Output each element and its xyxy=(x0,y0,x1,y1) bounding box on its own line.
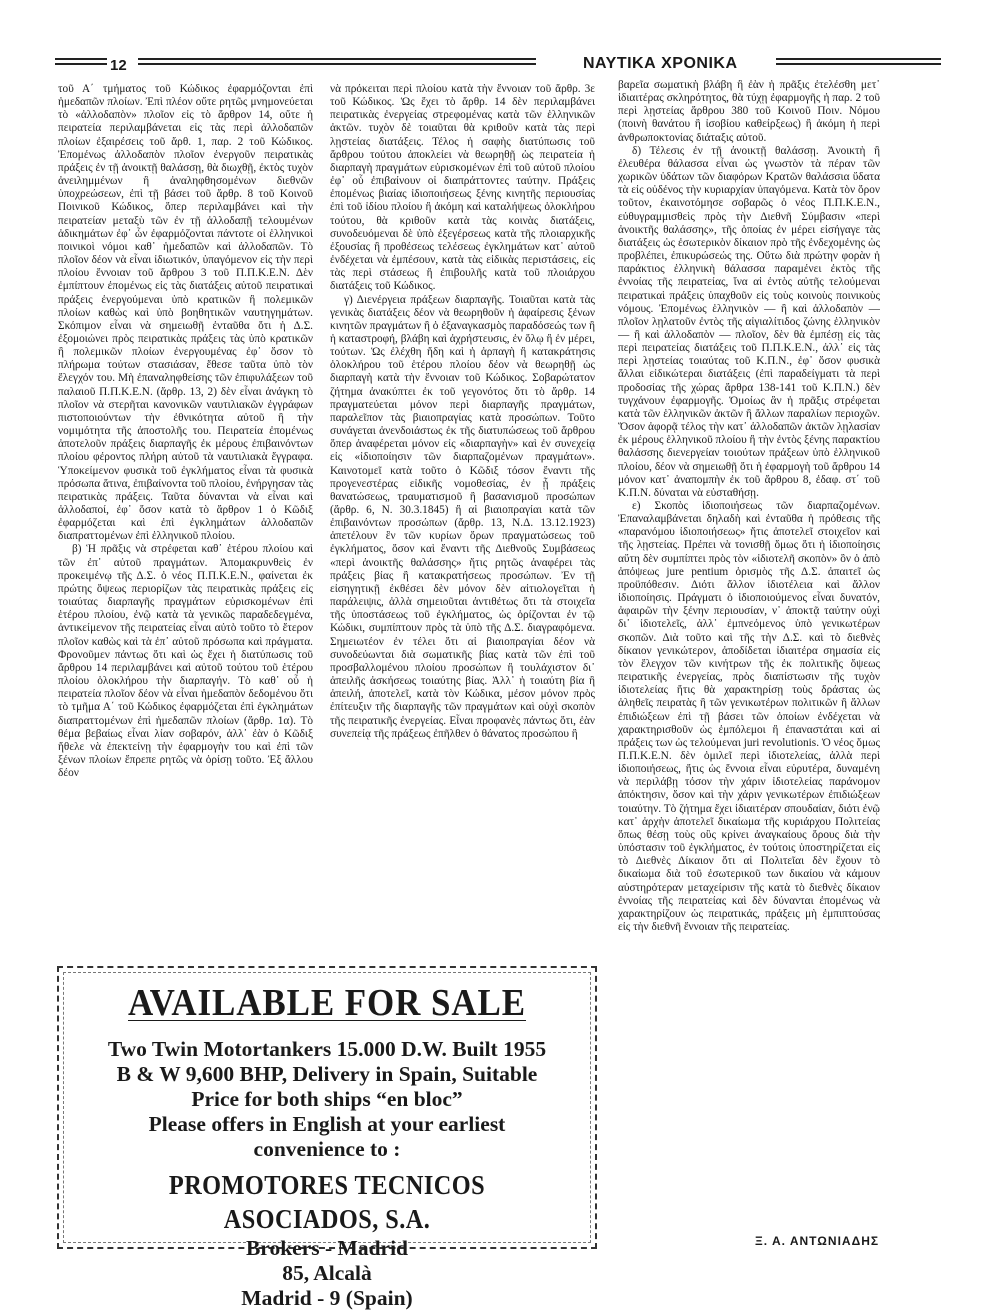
header-rule-right xyxy=(776,58,941,68)
ad-line: B & W 9,600 BHP, Delivery in Spain, Suitable xyxy=(116,1062,538,1086)
ad-line: Price for both ships “en bloc” xyxy=(191,1087,463,1111)
article-column-1 xyxy=(58,83,313,953)
sale-advertisement xyxy=(57,966,597,1310)
paragraph: γ) Διενέργεια πράξεων διαρπαγῆς. Τοιαῦται κατὰ τὰς γενικὰς διατάξεις δέον νὰ θεωρηθοῦν ἡ ἀφαίρεσις ξένων κινητῶν πραγμάτων ἢ ὁ ἐξαναγκασμὸς παραδόσεώς των ἢ ἡ καταστροφή, βλάβη καὶ ἀχρήστευσις, ἐν ὅλῳ ἢ ἐν μέρει, τούτων. Ὡς ἐλέχθη ἤδη καὶ ἡ ἁρπαγὴ ἢ κατακράτησις ὁλοκλήρου τοῦ ἑτέρου πλοίου δέον νὰ θεωρηθῇ ὡς διαρπαγὴ κατὰ τὴν ἔννοιαν τοῦ Κώδικος. Σοβαρώτατον ζήτημα ἀνακύπτει ἐκ τοῦ γεγονότος ὅτι τὸ ἄρθρ. 14 πραγματεύεται μόνον περὶ διαρπαγῆς πραγμάτων, παραλεῖπον τὰς βιαιοπραγίας κατὰ προσώπων. Τοῦτο συνάγεται ἀνενδοιάστως ἐκ τῆς διατυπώσεως τοῦ ἄρθρου ὅπερ ἀναφέρεται μόνον εἰς «διαρπαγὴν» καὶ ἐν συνεχείᾳ εἰς «ἰδιοποίησιν τῶν διαρπαζομένων πραγμάτων». Καινοτομεῖ κατὰ τοῦτο ὁ Κῶδιξ τόσον ἔναντι τῆς προγενεστέρας εἰδικῆς νομοθεσίας, ἐν ᾗ πράξεις θανατώσεως, τραυματισμοῦ ἢ βασανισμοῦ προσώπων (ἄρθρ. 6, Ν. 30.3.1845) ἢ αἱ βιαιοπραγίαι κατὰ τῶν ἐπιβαινόντων προσώπων (ἄρθρ. 13, Ν.Δ. 13.12.1923) ἀπετέλουν ἓν τῶν κυρίων ὅρων πραγματώσεως τοῦ ἐγκλήματος, ὅσον καὶ ἔναντι τῆς Διεθνοῦς Συμβάσεως «περὶ ἀνοικτῆς θαλάσσης» ἥτις ρητῶς ἀναφέρει τὰς πράξεις βίας ἢ κατακρατήσεως προσώπων. Ἐν τῇ εἰσηγητικῇ ἐκθέσει δὲν μόνον δὲν αἰτιολογεῖται ἡ παράλειψις, ἀλλὰ σημειοῦται ἀντιθέτως ὅτι τὰ στοιχεῖα τῆς ὑποστάσεως τοῦ ἐγκλήματος, ὡς ὁρίζονται ἐν τῷ Κώδικι, συμπίπτουν πρὸς τὰ ὑπὸ τῆς Δ.Σ. διαγραφόμενα. Σημειωτέον ἐν τέλει ὅτι αἱ βιαιοπραγίαι δέον νὰ συνοδεύωνται διὰ σωματικῆς βίας κατὰ τῶν ἐπὶ τοῦ προσβαλλομένου πλοίου προσώπων ἢ τουλάχιστον δι᾿ ἀπειλῆς ἀσκήσεως τοιαύτης βίας. Ἀλλ᾿ ἡ τοιαύτη βία ἢ ἀπειλή, ἀποτελεῖ, κατὰ τὸν Κώδικα, μέσον μόνον πρὸς ἐπίτευξιν τῆς διαρπαγῆς τῶν πραγμάτων καὶ οὐχὶ σκοπὸν τῆς πειρατικῆς ἐνεργείας. Εἶναι προφανὲς πάντως ὅτι, ἐὰν συνεπείᾳ τῆς πράξεως ἐπῆλθεν ὁ θάνατος προσώπου ἢ xyxy=(330,293,595,740)
ad-company-name: PROMOTORES TECNICOS ASOCIADOS, S.A. xyxy=(168,1170,486,1234)
page-number: 12 xyxy=(110,57,127,74)
header-rule-middle xyxy=(138,58,536,68)
ad-line: 85, Alcalà xyxy=(282,1261,372,1285)
header-rule-left xyxy=(55,58,107,72)
article-column-2 xyxy=(330,83,595,956)
author-signature: Ξ. Α. ΑΝΤΩΝΙΑΔΗΣ xyxy=(755,1234,880,1248)
ad-line: convenience to : xyxy=(253,1137,401,1161)
ad-line: Brokers - Madrid xyxy=(245,1236,409,1260)
ad-line: Please offers in English at your earliest xyxy=(148,1112,506,1136)
paragraph: ε) Σκοπὸς ἰδιοποιήσεως τῶν διαρπαζομένων. Ἐπαναλαμβάνεται δηλαδὴ καὶ ἐνταῦθα ἡ πρόθεσις τῆς «παρανόμου ἰδιοποιήσεως» ἥτις ἀποτελεῖ στοιχεῖον καὶ τῆς λῃστείας. Πρέπει νὰ τονισθῇ ὅμως ὅτι ἡ ἰδιοποίησις αὕτη δὲν συμπίπτει πρὸς τὸν «ἰδιοτελῆ σκοπὸν» ὃν ὁ ἀπὸ ἀπόψεως jure pentium ὁρισμὸς τῆς Δ.Σ. ἀπαιτεῖ ὡς προϋπόθεσιν. Διότι ἄλλον ἰδιοτέλεια καὶ ἄλλον ἰδιοποίησις. Πράγματι ὁ ἰδιοποιούμενος εἶναι δυνατόν, ἀφαιρῶν τὴν ξένην περιουσίαν, ν᾿ ἀποκτᾷ ταύτην οὐχὶ δι᾿ ἰδιοτελεῖς, ἀλλ᾿ ἐμπνεόμενος ὑπὸ γενικωτέρων σκοπῶν. Διὰ τοῦτο καὶ τῆς τὴν Δ.Σ. καὶ τὸ διεθνὲς δίκαιον γενικώτερον, ἀποδίδεται ἰδιαιτέρα σημασία εἰς τὸν ἔλεγχον τῶν κινήτρων τῆς ἐκ πολιτικῆς ὄψεως πειρατικῆς ἐνεργείας, πρὸς διαπίστωσιν τῆς τυχὸν ἰδιοτελείας ἥτις θὰ χαρακτηρίσῃ τοὺς δράστας ὡς ἀληθεῖς πειρατὰς ἢ τῶν γενικωτέρων πολιτικῶν ἢ ἄλλων ἐπιδιώξεων ἐπὶ τῇ βάσει τῶν ὁποίων ἐνδέχεται νὰ χαρακτηρισθοῦν ὡς ἐμπόλεμοι ἢ ἐπαναστάται καὶ αἱ πράξεις των ὡς τελούμεναι juri revolutionis. Ὁ νέος ὅμως Π.Π.Κ.Ε.Ν. δὲν ὁμιλεῖ περὶ ἰδιοτελείας, ἀλλὰ περὶ ἰδιοποιήσεως, ἥτις ὡς ἔννοια εἶναι εὐρυτέρα, δυναμένη νὰ περιλάβῃ τόσον τὴν χάριν ἰδιοτελείας παράνομον ἀπόκτησιν, ὅσον καὶ τὴν χάριν γενικωτέρων ἐπιδιώξεων τοιαύτην. Τὸ ζήτημα ἔχει ἰδιαιτέραν σπουδαίαν, διότι ἐνῷ κατ᾿ ἀρχὴν ἀποτελεῖ δικαίωμα τῆς κυριάρχου Πολιτείας ὅπως θέσῃ τοὺς οὓς κρίνει ἀναγκαίους ὅρους διὰ τὴν ὑπόστασιν τοῦ ἐγκλήματος, ἐν τούτοις ὑποστηρίζεται εἰς τὸ Διεθνὲς Δίκαιον ὅτι αἱ Πολιτεῖαι δὲν ἔχουν τὸ δικαίωμα διὰ τοῦ ἐσωτερικοῦ των δικαίου νὰ κάμουν αὐστηρότεραν μεταχείρισιν τῆς κατὰ τὸ διεθνὲς δίκαιον ἐννοίας τῆς πειρατείας καὶ δὲν δύνανται ἐπομένως νὰ χαρακτηρίζουν ὡς πειρατικάς, πράξεις μὴ ἐμπιπτούσας εἰς τὴν διεθνῆ ἔννοιαν τῆς πειρατείας. xyxy=(618,500,880,933)
journal-title: ΝΑΥΤΙΚΑ ΧΡΟΝΙΚΑ xyxy=(583,55,738,72)
article-column-3 xyxy=(618,79,880,1229)
ad-line: Madrid - 9 (Spain) xyxy=(241,1286,413,1310)
paragraph: βαρεῖα σωματικὴ βλάβη ἢ ἐὰν ἡ πρᾶξις ἐτελέσθη μετ᾿ ἰδιαιτέρας σκληρότητος, θὰ τύχῃ ἐφαρμογῆς ἡ παρ. 2 τοῦ περὶ λῃστείας ἄρθρου 380 τοῦ Κοινοῦ Ποιν. Νόμου (ποινὴ θανάτου ἢ ἰσοβίου καθείρξεως) ἢ ἀκόμη ἡ περὶ ἀνθρωποκτονίας διάταξις αὐτοῦ. xyxy=(618,79,880,144)
paragraph: δ) Τέλεσις ἐν τῇ ἀνοικτῇ θαλάσσῃ. Ἀνοικτὴ ἢ ἐλευθέρα θάλασσα εἶναι ὡς γνωστὸν τὰ πέραν τῶν χωρικῶν ὑδάτων τῶν διαφόρων Κρατῶν θαλάσσια ὕδατα τὰ εἰς οὐδένος τὴν κυριαρχίαν ὑπαγόμενα. Κατὰ τὸν ὅρον τοῦτον, ἐκαινοτόμησε σοβαρῶς ὁ νέος Π.Π.Κ.Ε.Ν., εὐθυγραμμισθεὶς πρὸς τὴν Διεθνῆ Σύμβασιν «περὶ ἀνοικτῆς θαλάσσης», τῆς ὁποίας ἐν μέρει εἰσήγαγε τὰς διατάξεις ὡς ἐσωτερικὸν δίκαιον πρὸ τῆς ἐνδεχομένης ὡς προβλέπει, ἐπικυρώσεώς της. Οὕτω διὰ πρώτην φορὰν ἡ παράκτιος ἑλληνικὴ θάλασσα παραμένει ἐκτὸς τῆς ἐννοίας τῆς πειρατείας, ἵνα αἱ ἐντὸς αὐτῆς τελούμεναι πειρατικαὶ πράξεις ὑπαχθοῦν εἰς τοὺς κοινοὺς ποινικοὺς νόμους. Ἐπομένως ἑλληνικὸν — ἢ καὶ ἀλλοδαπὸν — πλοῖον λῃλατοῦν ἐντὸς τῆς αἰγιαλίτιδος ζώνης ἑλληνικὸν — ἢ καὶ ἀλλοδαπὸν — πλοῖον, δὲν θὰ ἐμπέσῃ εἰς τὰς περὶ πειρατείας διατάξεις τοῦ Π.Π.Κ.Ε.Ν., ἀλλ᾿ εἰς τὰς περὶ λῃστείας τοιαύτας τοῦ Κ.Π.Ν., ἐφ᾿ ὅσον φυσικὰ ἄλλαι εἰδικώτεραι διατάξεις (ἐπὶ παραδείγματι τὰ περὶ προδοσίας τῆς χώρας ἄρθρα 138-141 τοῦ Κ.Π.Ν.) δὲν τυγχάνουν ἐφαρμογῆς. Ὁμοίως ἂν ἡ πρᾶξις στρέφεται κατὰ τῶν ἑλληνικῶν ἀκτῶν ἢ ἄλλων παραλίων περιοχῶν. Ὅσον ἀφορᾷ τέλος τὴν κατ᾿ ἀλλοδαπῶν ἀκτῶν λῃλασίαν ἐκ μέρους ἑλληνικοῦ πλοίου ἢ τὴν ἐντὸς ξένης παρακτίου θαλάσσης διενεργείαν τοιούτων πράξεων ὑπὸ ἑλληνικοῦ πλοίου, δέον νὰ σημειωθῇ ὅτι ἡ ἐφαρμογὴ τοῦ ἄρθρου 14 μόνον κατ᾿ ἀναπομπὴν ἐκ τοῦ ἄρθρου 8, ἐδαφ. στ΄ τοῦ Κ.Π.Ν. δύναται νὰ εὐσταθήσῃ. xyxy=(618,144,880,499)
ad-inner-border xyxy=(63,972,591,1310)
paragraph: β) Ἡ πρᾶξις νὰ στρέφεται καθ᾿ ἑτέρου πλοίου καὶ τῶν ἐπ᾿ αὐτοῦ πραγμάτων. Ἀπομακρυνθεὶς ἐν προκειμένῳ τῆς Δ.Σ. ὁ νέος Π.Π.Κ.Ε.Ν., φαίνεται ἐκ πρώτης ὄψεως περιορίζων τὰς πειρατικὰς πράξεις εἰς τοιαύτας διαρπαγῆς πραγμάτων εὑρισκομένων ἐπὶ ἑτέρου πλοίου, ἐνῷ κατὰ τὰ γενικῶς παραδεδεγμένα, ἀντικείμενον τῆς πειρατείας εἶναι αὐτὸ τοῦτο τὸ ἕτερον πλοῖον καθὼς καὶ τὰ ἐπ᾿ αὐτοῦ πρόσωπα καὶ πράγματα. Φρονοῦμεν πάντως ὅτι καὶ ὡς ἔχει ἡ διατύπωσις τοῦ ἄρθρου 14 περιλαμβάνει καὶ αὐτοῦ τούτου τοῦ ἑτέρου πλοίου ὁλοκλήρου τὴν διαρπαγήν. Τὸ καθ᾿ οὗ ἡ πειρατεία πλοῖον δέον νὰ εἶναι ἡμεδαπὸν δεδομένου ὅτι τὸ τμῆμα Α΄ τοῦ Κώδικος ἐφαρμόζεται ἐπὶ ἐγκλημάτων διαπραττομένων ἐπὶ ἡμεδαπῶν πλοίων (ἄρθρ. 1α). Τὸ θέμα βεβαίως εἶναι λίαν σοβαρόν, ἀλλ᾿ ἐὰν ὁ Κῶδιξ ἤθελε νὰ ἐπεκτείνῃ τὴν ἐφαρμογὴν του καὶ ἐπὶ τῶν ξένων πλοίων ἔπρεπε ρητῶς νὰ ὁρίσῃ τοῦτο. Ἐξ ἄλλου δέον xyxy=(58,543,313,780)
paragraph: νὰ πρόκειται περὶ πλοίου κατὰ τὴν ἔννοιαν τοῦ ἄρθρ. 3ε τοῦ Κώδικος. Ὡς ἔχει τὸ ἄρθρ. 14 δὲν περιλαμβάνει πειρατικὰς ἐνεργείας στρεφομένας κατὰ τῶν ἑλληνικῶν ἀκτῶν. τυχὸν δὲ τοιαῦται θὰ κριθοῦν κατὰ τὰς περὶ λῃστείας διατάξεις. Τέλος ἡ σαφὴς διατύπωσις τοῦ ἄρθρου τούτου ἀποκλείει νὰ θεωρηθῇ ὡς πειρατεία ἡ διαρπαγὴ πραγμάτων εὑρισκομένων ἐπὶ τοῦ αὐτοῦ πλοίου ἐφ᾿ οὗ ἐπιβαίνουν οἱ διαπράττοντες ταύτην. Πράξεις ἐπομένως βιαίας ἰδιοποιήσεως ξένης κινητῆς περιουσίας ἐπὶ τοῦ ἰδίου πλοίου ἢ ἀκόμη καὶ καταλήψεως ὁλοκλήρου τούτου, θὰ κριθοῦν κατὰ τὰς κοινὰς διατάξεις, συνοδευόμεναι δὲ ὑπὸ ἐξεγέρσεως κατὰ τῆς πλοιαρχικῆς ἐξουσίας ἢ προθέσεως τελέσεως ἐγκλημάτων κατ᾿ αὐτοῦ ἐνδέχεται νὰ ἐμπέσουν, κατὰ τὰς εἰδικὰς περιστάσεις, εἰς τὰς περὶ στάσεως ἢ ἐπιβουλῆς κατὰ τοῦ πλοιάρχου διατάξεις τοῦ Κώδικος. xyxy=(330,83,595,293)
ad-line: Two Twin Motortankers 15.000 D.W. Built 1955 xyxy=(107,1037,547,1061)
paragraph: τοῦ Α΄ τμήματος τοῦ Κώδικος ἐφαρμόζονται ἐπὶ ἡμεδαπῶν πλοίων. Ἐπὶ πλέον οὔτε ρητῶς μνημονεύεται τὸ «ἀλλοδαπὸν» πλοῖον εἰς τὸ ἄρθρον 14, οὔτε ἡ πειρατεία περιλαμβάνεται εἰς τὰς περὶ ἀλλοδαπῶν πλοίων ἐξαιρέσεις τοῦ ἄρθ. 1, παρ. 2 τοῦ Κώδικος. Ἐπομένως ἀλλοδαπὸν πλοῖον ἐνεργοῦν πειρατικὰς πράξεις ἐν τῇ ἀνοικτῇ θαλάσσῃ, θὰ διωχθῇ, ἐκτὸς τυχὸν ἀνειλημμένων ἢ ἀναληφθησομένων διεθνῶν ὑποχρεώσεων, ἐπὶ τῇ βάσει τοῦ ἄρθρ. 8 τοῦ Κοινοῦ Ποινικοῦ Κώδικος, ὅπερ περιλαμβάνει καὶ τὴν πειρατείαν μεταξὺ τῶν ἐν τῇ ἀλλοδαπῇ τελουμένων ἀδικημάτων ἐφ᾿ ὧν ἐφαρμόζονται πάντοτε οἱ ἑλληνικοὶ ποινικοὶ νόμοι καθ᾿ ἡμεδαπῶν καὶ ἀλλοδαπῶν. Τὸ πλοῖον δέον νὰ εἶναι ἰδιωτικόν, ὑπαγόμενον εἰς τὴν περὶ πλοίου ἔννοιαν τοῦ ἄρθρου 3 τοῦ Π.Π.Κ.Ε.Ν. Δὲν ἐμπίπτουν ἐπομένως εἰς τὰς διατάξεις αὐτοῦ πειρατικαὶ πράξεις ἐνεργούμεναι ὑπὸ κρατικῶν ἢ πολεμικῶν πλοίων καθὼς καὶ ὑπὸ βοηθητικῶν ναυτηγημάτων. Σκόπιμον εἶναι νὰ σημειωθῇ ἐνταῦθα ὅτι ἡ Δ.Σ. ἐξομοιώνει πρὸς πειρατικὰς πράξεις τὰς ὑπὸ κρατικῶν ἢ πολεμικῶν πλοίων ἐνεργουμένας ἐφ᾿ ὅσον τὸ πλήρωμα τούτων στασιάσαν, ἔθεσε ταῦτα ὑπὸ τὸν ἔλεγχόν του. Μὴ ἐπαναληφθείσης τῶν ἐπιφυλάξεων τοῦ παλαιοῦ Π.Π.Κ.Ε.Ν. (ἄρθρ. 13, 2) δὲν εἶναι ἀνάγκη τὸ πλοῖον νὰ στερῆται κανονικῶν ναυτιλιακῶν ἐγγράφων πιστοποιούντων τὴν ἐθνικότητα αὐτοῦ ἢ τὴν νομιμότητα τῆς ἀποστολῆς του. Πειρατεία ἐπομένως ἀποτελοῦν πράξεις διαρπαγῆς ἐκ μέρους ἐπιβαινόντων πλοίου φέροντος πλήρη αὐτοῦ τὰ ναυτιλιακὰ ἔγγραφα. Ὑποκείμενον φυσικὰ τοῦ ἐγκλήματος εἶναι τὰ φυσικὰ πρόσωπα ἅτινα, ἐπιβαίνοντα τοῦ πλοίου, ἐνήργησαν τὰς πειρατικὰς πράξεις. Ταῦτα δύνανται νὰ εἶναι καὶ ἀλλοδαποί, ἐφ᾿ ὅσον κατὰ τὸ ἄρθρον 1 ὁ Κῶδιξ ἐφαρμόζεται καὶ ἐπὶ ἐγκλημάτων ἀλλοδαπῶν διαπραττομένων ἐπὶ ἑλληνικοῦ πλοίου. xyxy=(58,83,313,543)
ad-headline: AVAILABLE FOR SALE xyxy=(127,982,527,1024)
